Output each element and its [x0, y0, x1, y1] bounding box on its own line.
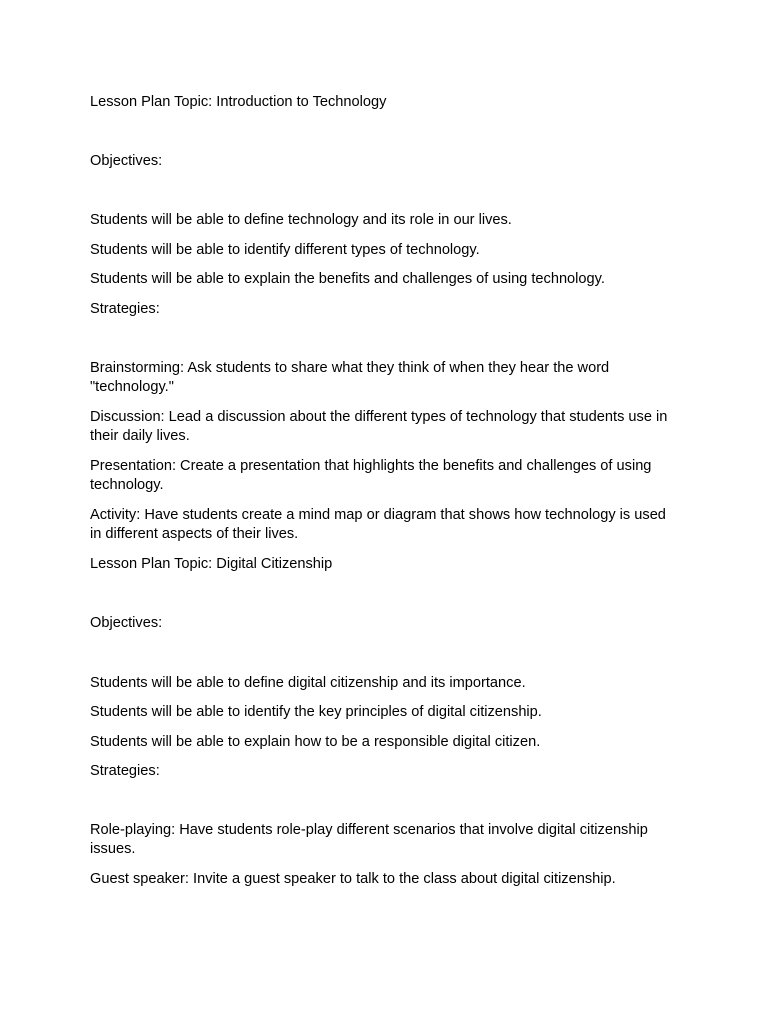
strategies-heading: Strategies: [90, 763, 160, 779]
strategy-item: Presentation: Create a presentation that highlights the benefits and challenges of using technology. [90, 458, 652, 493]
strategies-heading: Strategies: [90, 301, 160, 317]
strategy-item: Activity: Have students create a mind map or diagram that shows how technology is used in different aspects of their lives. [90, 507, 666, 542]
objective-item: Students will be able to explain how to be a responsible digital citizen. [90, 734, 541, 750]
objective-item: Students will be able to explain the benefits and challenges of using technology. [90, 271, 605, 287]
objectives-heading: Objectives: [90, 153, 163, 169]
objective-item: Students will be able to identify different types of technology. [90, 242, 480, 258]
lesson-topic-heading: Lesson Plan Topic: Digital Citizenship [90, 556, 333, 572]
strategy-item: Guest speaker: Invite a guest speaker to talk to the class about digital citizenship. [90, 871, 616, 887]
objective-item: Students will be able to define technology and its role in our lives. [90, 212, 512, 228]
lesson-topic-heading: Lesson Plan Topic: Introduction to Technology [90, 94, 387, 110]
objective-item: Students will be able to identify the key principles of digital citizenship. [90, 704, 542, 720]
strategy-item: Brainstorming: Ask students to share what they think of when they hear the word "technology." [90, 360, 610, 395]
strategy-item: Role-playing: Have students role-play different scenarios that involve digital citizenship issues. [90, 822, 648, 857]
strategy-item: Discussion: Lead a discussion about the different types of technology that students use in their daily lives. [90, 409, 668, 444]
objectives-heading: Objectives: [90, 615, 163, 631]
objective-item: Students will be able to define digital citizenship and its importance. [90, 675, 526, 691]
